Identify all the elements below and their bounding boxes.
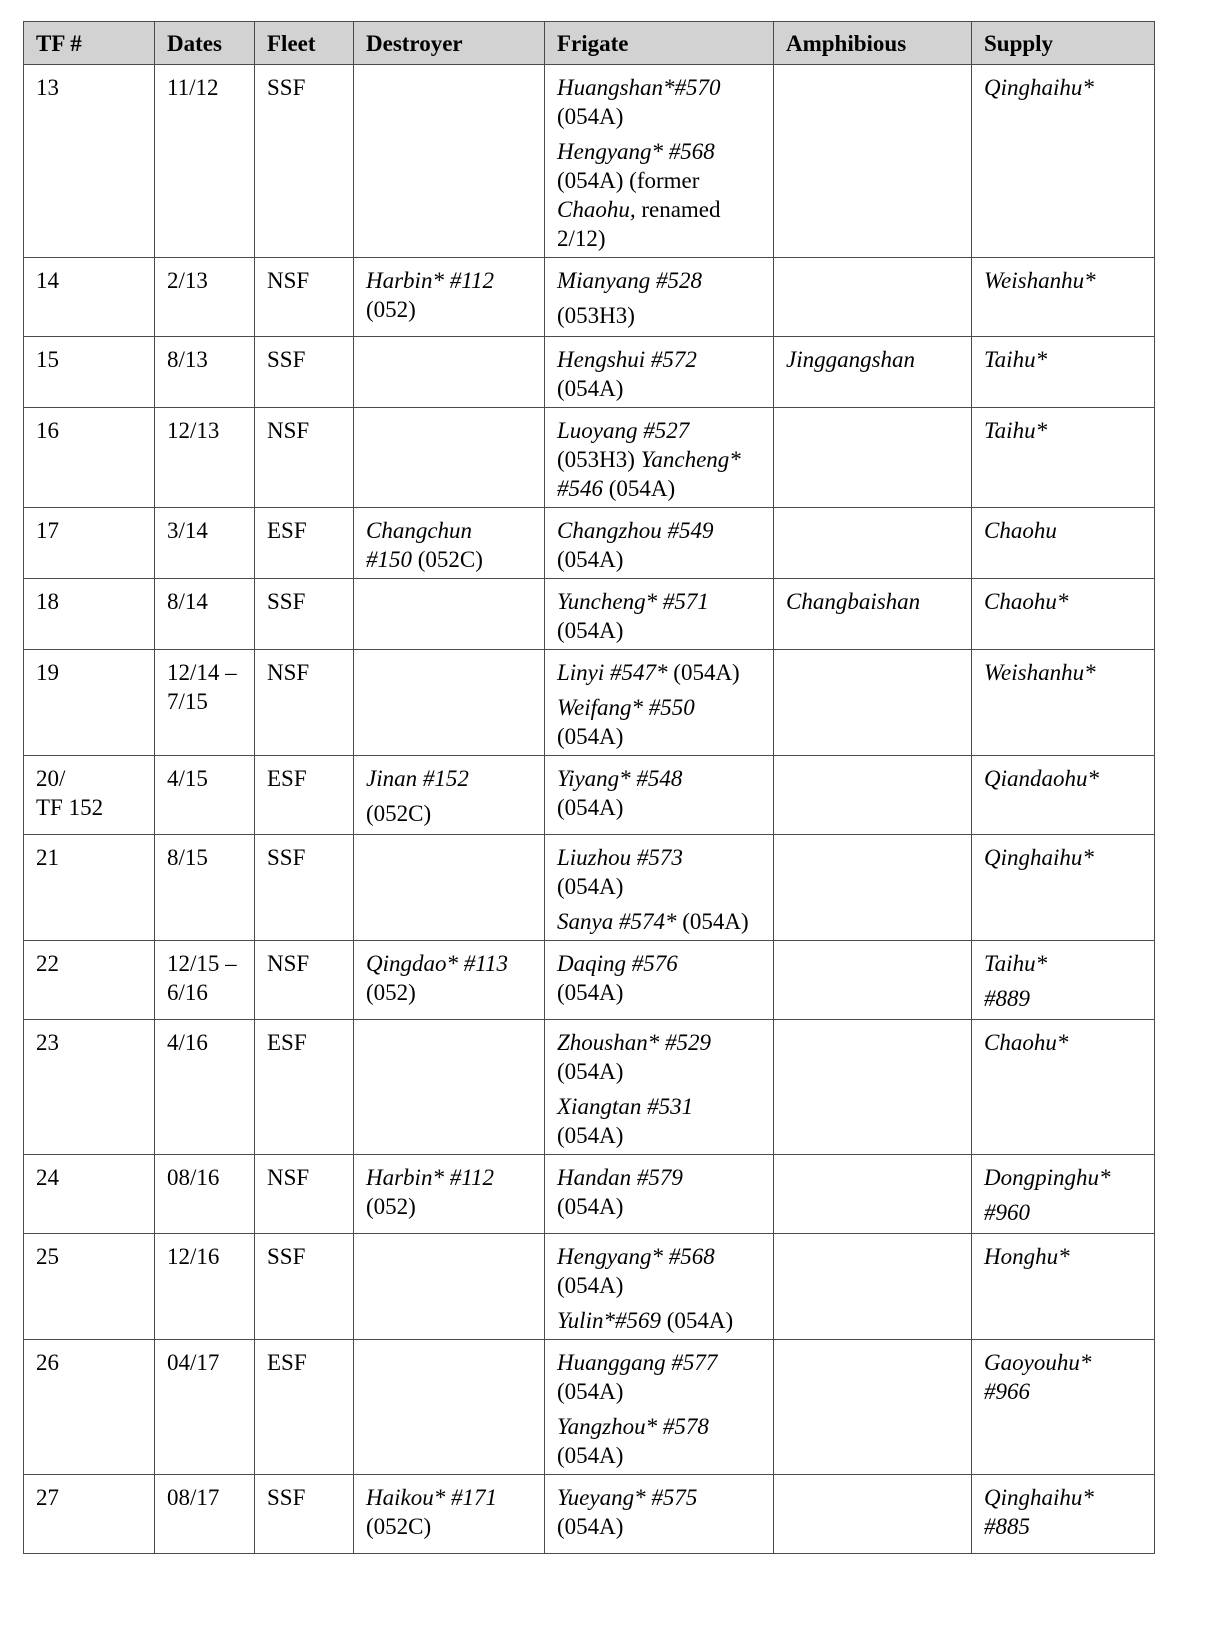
amphibious-cell: Jinggangshan — [774, 337, 972, 408]
amphibious-cell — [774, 1234, 972, 1340]
amphibious-cell — [774, 835, 972, 941]
tf-cell — [24, 1020, 155, 1155]
supply-cell — [972, 650, 1155, 756]
supply-cell-text: Weishanhu* — [984, 268, 1096, 293]
dates-cell — [155, 1475, 255, 1554]
table-row — [24, 258, 1155, 337]
ship-detail: (054A) (former — [557, 168, 700, 193]
header-row — [24, 22, 1155, 65]
ship-detail: (054A) — [557, 104, 624, 129]
ship-detail: (054A) — [557, 547, 624, 572]
supply-cell — [972, 65, 1155, 258]
ship-name: Zhoushan* #529 — [557, 1030, 711, 1055]
supply-cell-text: Qinghaihu* — [984, 845, 1094, 870]
amphibious-cell — [774, 756, 972, 835]
frigate-cell — [545, 835, 774, 941]
fleet-cell: SSF — [255, 579, 354, 650]
ship-detail: (053H3) — [557, 447, 641, 472]
fleet-cell: SSF — [255, 65, 354, 258]
destroyer-cell — [354, 258, 545, 337]
ship-detail: (054A) — [557, 1059, 624, 1084]
fleet-cell: SSF — [255, 337, 354, 408]
fleet-cell: ESF — [255, 1020, 354, 1155]
supply-cell — [972, 579, 1155, 650]
header-fleet: Fleet — [255, 22, 354, 65]
ship-detail: (052) — [366, 1194, 416, 1219]
tf-cell — [24, 65, 155, 258]
table-row — [24, 1234, 1155, 1340]
amphibious-cell — [774, 65, 972, 258]
dates-cell-text: 08/16 — [167, 1165, 220, 1190]
fleet-cell: NSF — [255, 941, 354, 1020]
ship-name: Yangzhou* #578 — [557, 1414, 709, 1439]
ship-detail: (054A) — [557, 1379, 624, 1404]
tf-cell — [24, 835, 155, 941]
destroyer-cell — [354, 337, 545, 408]
supply-cell-text: #885 — [984, 1514, 1030, 1539]
dates-cell-text: 3/14 — [167, 518, 208, 543]
ship-name: Haikou* #171 — [366, 1485, 497, 1510]
dates-cell — [155, 408, 255, 508]
ship-detail: (054A) — [557, 1443, 624, 1468]
fleet-cell: ESF — [255, 508, 354, 579]
ship-detail: (054A) — [676, 909, 749, 934]
ship-detail: (052C) — [366, 1514, 432, 1539]
ship-name: Yulin*#569 — [557, 1308, 661, 1333]
tf-cell — [24, 1234, 155, 1340]
amphibious-cell — [774, 1020, 972, 1155]
supply-cell-text: Taihu* — [984, 347, 1048, 372]
dates-cell-text: 08/17 — [167, 1485, 220, 1510]
amphibious-cell — [774, 258, 972, 337]
frigate-cell — [545, 508, 774, 579]
dates-cell — [155, 1155, 255, 1234]
ship-name: Xiangtan #531 — [557, 1094, 694, 1119]
tf-cell-text: 17 — [36, 518, 59, 543]
tf-cell-text: 18 — [36, 589, 59, 614]
tf-cell — [24, 1340, 155, 1475]
fleet-cell: NSF — [255, 650, 354, 756]
supply-cell — [972, 1340, 1155, 1475]
supply-cell-text: Taihu* — [984, 418, 1048, 443]
frigate-cell — [545, 1475, 774, 1554]
tf-cell-text: 16 — [36, 418, 59, 443]
ship-name: Harbin* #112 — [366, 1165, 494, 1190]
destroyer-cell — [354, 508, 545, 579]
supply-cell-text: Chaohu* — [984, 589, 1069, 614]
supply-cell — [972, 1155, 1155, 1234]
ship-detail: (054A) — [557, 980, 624, 1005]
ship-name: #546 — [557, 476, 603, 501]
tf-cell-text: 26 — [36, 1350, 59, 1375]
amphibious-cell — [774, 650, 972, 756]
header-frigate: Frigate — [545, 22, 774, 65]
ship-detail: (054A) — [557, 724, 624, 749]
destroyer-cell — [354, 579, 545, 650]
ship-detail: (052) — [366, 980, 416, 1005]
ship-name: Mianyang #528 — [557, 268, 703, 293]
dates-cell-text: 12/13 — [167, 418, 220, 443]
header-amphibious: Amphibious — [774, 22, 972, 65]
table-row — [24, 1475, 1155, 1554]
supply-cell — [972, 835, 1155, 941]
ship-name: Hengshui #572 — [557, 347, 697, 372]
ship-name: Chaohu, — [557, 197, 636, 222]
dates-cell-text: 12/16 — [167, 1244, 220, 1269]
tf-cell-text: 23 — [36, 1030, 59, 1055]
table-row — [24, 1155, 1155, 1234]
dates-cell — [155, 650, 255, 756]
frigate-cell — [545, 756, 774, 835]
ship-name: Linyi #547* — [557, 660, 668, 685]
header-destroyer: Destroyer — [354, 22, 545, 65]
tf-cell — [24, 1475, 155, 1554]
dates-cell — [155, 1340, 255, 1475]
table-row — [24, 1020, 1155, 1155]
amphibious-cell: Changbaishan — [774, 579, 972, 650]
amphibious-cell — [774, 1475, 972, 1554]
ship-detail: (052) — [366, 297, 416, 322]
ship-detail: (053H3) — [557, 303, 635, 328]
supply-cell — [972, 508, 1155, 579]
supply-cell-text: Qiandaohu* — [984, 766, 1099, 791]
supply-cell — [972, 258, 1155, 337]
dates-cell — [155, 65, 255, 258]
supply-cell-text: Chaohu — [984, 518, 1057, 543]
header-supply: Supply — [972, 22, 1155, 65]
tf-cell — [24, 579, 155, 650]
fleet-cell: NSF — [255, 408, 354, 508]
fleet-cell: SSF — [255, 1234, 354, 1340]
frigate-cell — [545, 941, 774, 1020]
ship-name: Huanggang #577 — [557, 1350, 718, 1375]
ship-detail: 2/12) — [557, 226, 606, 251]
amphibious-cell — [774, 508, 972, 579]
task-force-table — [23, 21, 1155, 1554]
ship-detail: (054A) — [557, 795, 624, 820]
supply-cell-text: Qinghaihu* — [984, 75, 1094, 100]
tf-cell-text: 27 — [36, 1485, 59, 1510]
table-row — [24, 508, 1155, 579]
tf-cell — [24, 258, 155, 337]
table-row — [24, 835, 1155, 941]
frigate-cell — [545, 1155, 774, 1234]
supply-cell — [972, 1020, 1155, 1155]
dates-cell — [155, 1020, 255, 1155]
dates-cell-text: 4/16 — [167, 1030, 208, 1055]
dates-cell-text: 2/13 — [167, 268, 208, 293]
ship-detail: (054A) — [557, 618, 624, 643]
ship-name: Weifang* #550 — [557, 695, 695, 720]
tf-cell-text: 22 — [36, 951, 59, 976]
dates-cell-text: 8/14 — [167, 589, 208, 614]
supply-cell-text: Dongpinghu* — [984, 1165, 1111, 1190]
dates-cell — [155, 835, 255, 941]
tf-cell-text: TF 152 — [36, 795, 104, 820]
tf-cell — [24, 508, 155, 579]
tf-cell — [24, 756, 155, 835]
ship-name: Sanya #574* — [557, 909, 677, 934]
tf-cell — [24, 1155, 155, 1234]
ship-detail: renamed — [635, 197, 721, 222]
destroyer-cell — [354, 1234, 545, 1340]
supply-cell — [972, 1234, 1155, 1340]
destroyer-cell — [354, 1475, 545, 1554]
ship-name: Liuzhou #573 — [557, 845, 683, 870]
supply-cell — [972, 408, 1155, 508]
ship-detail: (054A) — [667, 660, 740, 685]
frigate-cell — [545, 579, 774, 650]
table-row — [24, 579, 1155, 650]
tf-cell — [24, 337, 155, 408]
dates-cell — [155, 579, 255, 650]
frigate-cell — [545, 65, 774, 258]
destroyer-cell — [354, 941, 545, 1020]
frigate-cell — [545, 650, 774, 756]
destroyer-cell — [354, 1155, 545, 1234]
ship-detail: (054A) — [660, 1308, 734, 1333]
ship-detail: (054A) — [557, 1273, 624, 1298]
frigate-cell — [545, 408, 774, 508]
supply-cell-text: Weishanhu* — [984, 660, 1096, 685]
tf-cell-text: 15 — [36, 347, 59, 372]
supply-cell — [972, 1475, 1155, 1554]
fleet-cell: ESF — [255, 1340, 354, 1475]
dates-cell-text: 12/15 – — [167, 951, 237, 976]
supply-cell — [972, 337, 1155, 408]
supply-cell-text: #960 — [984, 1200, 1030, 1225]
supply-cell-text: Chaohu* — [984, 1030, 1069, 1055]
tf-cell-text: 25 — [36, 1244, 59, 1269]
tf-cell-text: 19 — [36, 660, 59, 685]
table-row — [24, 941, 1155, 1020]
destroyer-cell — [354, 756, 545, 835]
ship-name: Harbin* #112 — [366, 268, 494, 293]
ship-detail: (052C) — [412, 547, 483, 572]
frigate-cell — [545, 337, 774, 408]
ship-name: Qingdao* #113 — [366, 951, 509, 976]
ship-name: Daqing #576 — [557, 951, 678, 976]
dates-cell-text: 6/16 — [167, 980, 208, 1005]
destroyer-cell — [354, 835, 545, 941]
amphibious-cell — [774, 1340, 972, 1475]
ship-name: Yancheng* — [640, 447, 741, 472]
table-body — [24, 65, 1155, 1554]
tf-cell-text: 13 — [36, 75, 59, 100]
frigate-cell — [545, 1234, 774, 1340]
destroyer-cell — [354, 1340, 545, 1475]
table-row — [24, 756, 1155, 835]
ship-name: Yuncheng* #571 — [557, 589, 709, 614]
ship-name: Hengyang* #568 — [557, 139, 715, 164]
supply-cell-text: Gaoyouhu* — [984, 1350, 1092, 1375]
dates-cell-text: 11/12 — [167, 75, 219, 100]
dates-cell — [155, 756, 255, 835]
tf-cell-text: 24 — [36, 1165, 59, 1190]
table-row — [24, 1340, 1155, 1475]
ship-name: Handan #579 — [557, 1165, 683, 1190]
dates-cell — [155, 258, 255, 337]
table-row — [24, 650, 1155, 756]
ship-detail: (054A) — [557, 874, 624, 899]
dates-cell — [155, 941, 255, 1020]
tf-cell-text: 20/ — [36, 766, 66, 791]
fleet-cell: ESF — [255, 756, 354, 835]
amphibious-cell — [774, 408, 972, 508]
frigate-cell — [545, 1340, 774, 1475]
destroyer-cell — [354, 650, 545, 756]
frigate-cell — [545, 258, 774, 337]
ship-detail: (054A) — [603, 476, 676, 501]
ship-name: Changzhou #549 — [557, 518, 714, 543]
ship-name: Yiyang* #548 — [557, 766, 683, 791]
tf-cell — [24, 941, 155, 1020]
tf-cell-text: 21 — [36, 845, 59, 870]
ship-detail: (052C) — [366, 801, 432, 826]
destroyer-cell — [354, 408, 545, 508]
dates-cell-text: 04/17 — [167, 1350, 220, 1375]
tf-cell — [24, 650, 155, 756]
ship-name: Huangshan*#570 — [557, 75, 721, 100]
dates-cell-text: 8/13 — [167, 347, 208, 372]
supply-cell-text: #966 — [984, 1379, 1030, 1404]
tf-cell — [24, 408, 155, 508]
ship-detail: (054A) — [557, 1514, 624, 1539]
header-tf: TF # — [24, 22, 155, 65]
table-row — [24, 337, 1155, 408]
ship-name: Yueyang* #575 — [557, 1485, 698, 1510]
supply-cell — [972, 941, 1155, 1020]
ship-detail: (054A) — [557, 1194, 624, 1219]
dates-cell — [155, 337, 255, 408]
fleet-cell: SSF — [255, 1475, 354, 1554]
supply-cell — [972, 756, 1155, 835]
destroyer-cell — [354, 1020, 545, 1155]
supply-cell-text: Qinghaihu* — [984, 1485, 1094, 1510]
ship-name: Changchun — [366, 518, 473, 543]
fleet-cell: SSF — [255, 835, 354, 941]
supply-cell-text: Honghu* — [984, 1244, 1070, 1269]
amphibious-cell — [774, 1155, 972, 1234]
table-row — [24, 65, 1155, 258]
supply-cell-text: Taihu* — [984, 951, 1048, 976]
fleet-cell: NSF — [255, 258, 354, 337]
table-row — [24, 408, 1155, 508]
destroyer-cell — [354, 65, 545, 258]
ship-detail: (054A) — [557, 376, 624, 401]
dates-cell — [155, 1234, 255, 1340]
dates-cell-text: 8/15 — [167, 845, 208, 870]
frigate-cell — [545, 1020, 774, 1155]
ship-name: Jinan #152 — [366, 766, 469, 791]
dates-cell-text: 4/15 — [167, 766, 208, 791]
ship-detail: (054A) — [557, 1123, 624, 1148]
amphibious-cell — [774, 941, 972, 1020]
dates-cell-text: 7/15 — [167, 689, 208, 714]
tf-cell-text: 14 — [36, 268, 59, 293]
ship-name: Hengyang* #568 — [557, 1244, 715, 1269]
dates-cell — [155, 508, 255, 579]
fleet-cell: NSF — [255, 1155, 354, 1234]
ship-name: #150 — [366, 547, 412, 572]
supply-cell-text: #889 — [984, 986, 1030, 1011]
dates-cell-text: 12/14 – — [167, 660, 237, 685]
ship-name: Luoyang #527 — [557, 418, 690, 443]
header-dates: Dates — [155, 22, 255, 65]
